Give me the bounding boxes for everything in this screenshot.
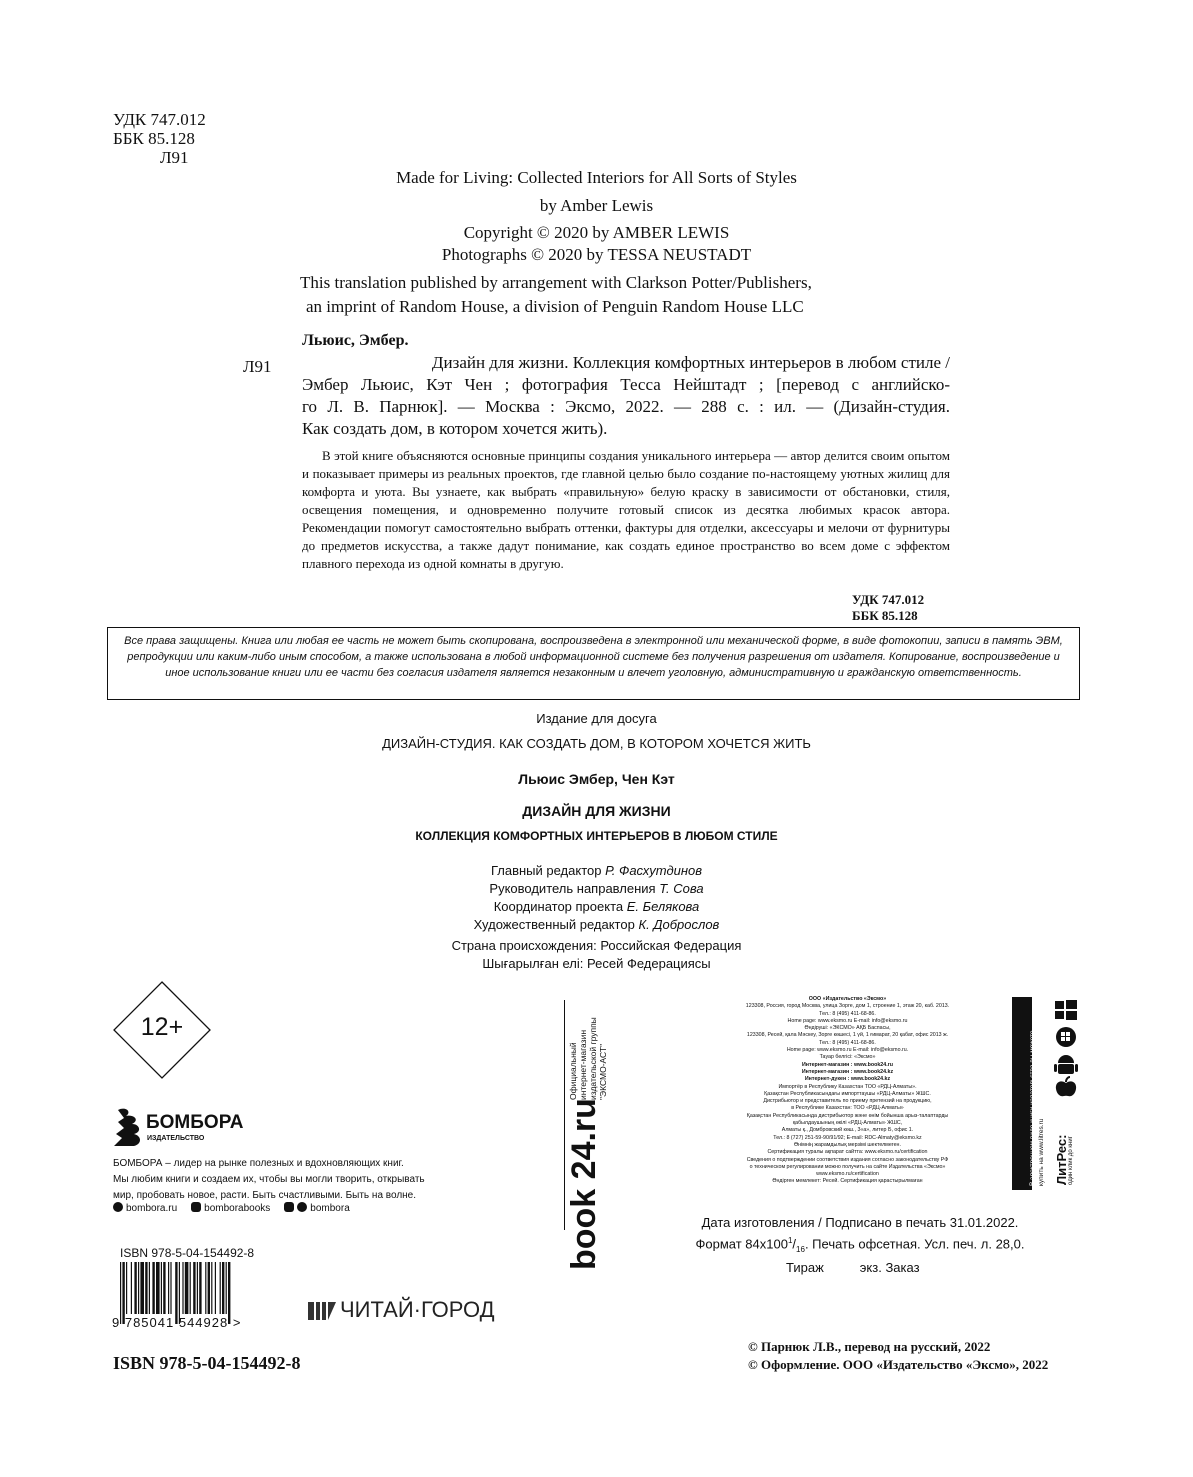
isbn-large: ISBN 978-5-04-154492-8 — [113, 1353, 301, 1373]
staff-row — [0, 916, 1193, 934]
original-author: by Amber Lewis — [539, 196, 654, 215]
barcode-digits: 9 785041 544928 > — [112, 1315, 242, 1330]
print-date: Дата изготовления / Подписано в печать 31.01.2022. — [701, 1215, 1019, 1230]
publisher-info-line: Тел.: 8 (495) 411-68-86. — [819, 1039, 876, 1046]
print-info — [640, 1214, 1080, 1277]
staff-role: Руководитель направления — [489, 881, 656, 896]
annotation-text: В этой книге объясняются основные принципы создания уникального интерьера — автор делится своим опытом и показывает примеры из реальных проектов, где главной целью было создание по-настоящему уютных жилищ для комфорта и уюта. Вы узнаете, как выбрать «правильную» белую краску в зависимости от обстановки, стиля, освещения помещения, и одновременно получите готовый список из десятка любимых красок автора. Рекомендации помогут самостоятельно выбрать оттенки, фактуры для отделки, аксессуары и мелочи от фурнитуры до предметов искусства, а также дадут понимание, как создать единое пространство во всем доме с эффектом плавного перехода из одной комнаты в другую. — [302, 448, 950, 571]
link-label: bombora — [310, 1203, 350, 1214]
staff-row — [0, 862, 1193, 880]
imprint-subtitle: КОЛЛЕКЦИЯ КОМФОРТНЫХ ИНТЕРЬЕРОВ В ЛЮБОМ СТИЛЕ — [415, 829, 778, 843]
staff-list — [0, 862, 1193, 934]
translation-line-2: an imprint of Random House, a division of Penguin Random House LLC — [306, 297, 804, 316]
bombora-name: БОМБОРА — [146, 1112, 244, 1133]
udk-code: УДК 747.012 — [852, 592, 925, 607]
catalog-entry — [302, 352, 950, 440]
litres-tagline: один клик до книг — [1068, 1136, 1074, 1185]
publisher-info-line: Сертификация туралы ақпарат сайтта: www.eksmo.ru/certification — [767, 1149, 928, 1156]
publisher-info-line: Home page: www.eksmo.ru E-mail: info@eksmo.ru. — [786, 1047, 909, 1054]
publisher-info-line: қабылдаушының өкілі «РДЦ-Алматы» ЖШС, — [792, 1120, 903, 1127]
copyright-ru — [748, 1338, 1048, 1374]
series-title: ДИЗАЙН-СТУДИЯ. КАК СОЗДАТЬ ДОМ, В КОТОРОМ ХОЧЕТСЯ ЖИТЬ — [382, 736, 811, 751]
country-kz: Шығарылған елі: Ресей Федерациясы — [482, 956, 711, 971]
udk-block-bottom — [852, 592, 924, 624]
order-label: экз. Заказ — [859, 1259, 920, 1275]
website-link[interactable] — [113, 1202, 177, 1214]
chitai-gorod-icon — [308, 1300, 336, 1320]
publisher-info-line: Дистрибьютор и представитель по приему претензий на продукцию, — [763, 1098, 932, 1105]
staff-name: Т. Сова — [659, 881, 704, 896]
windows-phone-icon — [1056, 1027, 1076, 1047]
print-run — [786, 1259, 1080, 1277]
staff-role: Художественный редактор — [473, 917, 635, 932]
catalog-line: Дизайн для жизни. Коллекция комфортных интерьеров в любом стиле / — [431, 353, 950, 372]
edition-type: Издание для досуга — [536, 711, 657, 726]
bombora-description — [113, 1156, 425, 1204]
copyright-translation: © Парнюк Л.В., перевод на русский, 2022 — [748, 1339, 991, 1354]
author-mark: Л91 — [160, 148, 189, 167]
telegram-icon — [297, 1202, 307, 1212]
print-format: Формат $84x100^1/_{16}$. Печать офсетная. Усл. печ. л. 28,0. — [695, 1236, 1025, 1254]
publisher-info-line: Интернет-магазин : www.book24.kz — [801, 1068, 894, 1075]
print-run-label: Тираж — [786, 1259, 824, 1275]
litres-url-text: купить на www.litres.ru — [1038, 1118, 1045, 1186]
catalog-line: Как создать дом, в котором хочется жить). — [302, 419, 608, 438]
publisher-info-line: Өндірген мемлекет: Ресей. Сертификация қарастырылмаған — [772, 1178, 923, 1185]
chitai-gorod-logo — [308, 1297, 495, 1323]
age-rating-badge — [112, 980, 212, 1080]
social-link[interactable] — [284, 1202, 349, 1214]
publisher-info-line: Алматы қ., Домбровский көш., 3«а», литер Б, офис 1. — [781, 1127, 914, 1134]
bombora-line: Мы любим книги и создаем их, чтобы вы могли творить, открывать — [113, 1174, 425, 1185]
staff-row — [0, 898, 1193, 916]
staff-name: Е. Белякова — [626, 899, 700, 914]
translation-line-1: This translation published by arrangement with Clarkson Potter/Publishers, — [300, 273, 812, 292]
staff-name: К. Доброслов — [638, 917, 720, 932]
imprint-title: ДИЗАЙН ДЛЯ ЖИЗНИ — [522, 803, 671, 819]
copyright-design: © Оформление. ООО «Издательство «Эксмо», 2022 — [748, 1357, 1049, 1372]
publisher-info-line: Өнімнің жарамдылық мерзімі шектелмеген. — [794, 1141, 901, 1148]
book24-logo: book 24.ru — [565, 1098, 603, 1270]
bombora-logo — [112, 1106, 252, 1148]
copyright-line-2: Photographs © 2020 by TESSA NEUSTADT — [441, 245, 752, 264]
format-numerator: 1 — [787, 1236, 793, 1245]
publisher-info-line: Қазақстан Республикасындағы импорттаушы «РДЦ-Алматы» ЖШС. — [764, 1090, 931, 1097]
bbk-code: ББК 85.128 — [113, 129, 195, 148]
staff-role: Координатор проекта — [493, 899, 624, 914]
publisher-info-line: Тауар белгісі: «Эксмо» — [819, 1054, 876, 1061]
book24-note-line: издательской группы — [588, 1017, 598, 1100]
android-icon — [1054, 1055, 1078, 1074]
bombora-line: мир, пробовать новое, расти. Быть счастливыми. Быть на волне. — [113, 1190, 417, 1201]
publisher-info-line: в Республике Казахстан: ТОО «РДЦ-Алматы» — [791, 1105, 904, 1112]
age-rating-label: 12+ — [140, 1013, 184, 1041]
book24-note-line: Официальный — [568, 1042, 578, 1100]
litres-logo: ЛитРес: — [1054, 1134, 1069, 1185]
publisher-info-line: о техническом регулировании можно получить на сайте Издательства «Эксмо» — [749, 1163, 946, 1170]
publisher-info-line: Тел.: 8 (495) 411-68-86. — [819, 1010, 876, 1017]
publisher-info-line: www.eksmo.ru/certification — [816, 1171, 879, 1178]
annotation — [302, 447, 950, 573]
apple-icon — [1056, 1077, 1076, 1096]
vk-link[interactable] — [191, 1202, 270, 1214]
bbk-code: ББК 85.128 — [852, 608, 918, 623]
format-denominator: 16 — [796, 1244, 805, 1254]
publisher-info-line: Тел.: 8 (727) 251-59-90/91/92; E-mail: RDC-Almaty@eksmo.kz — [773, 1134, 922, 1141]
os-icons — [1052, 997, 1080, 1097]
udk-code: УДК 747.012 — [113, 110, 206, 129]
isbn-small: ISBN 978-5-04-154492-8 — [120, 1246, 255, 1260]
bombora-wave-icon — [112, 1106, 148, 1148]
publisher-info-line: Қазақстан Республикасында дистрибьютор және өнім бойынша арыз-талаптарды — [746, 1112, 949, 1119]
publisher-info-line: Интернет-дүкен : www.book24.kz — [804, 1076, 891, 1083]
windows-icon — [1055, 1000, 1077, 1020]
imprint-authors: Льюис Эмбер, Чен Кэт — [518, 771, 675, 787]
catalog-line: Эмбер Льюис, Кэт Чен ; фотография Тесса Нейштадт ; [перевод с английско- — [302, 375, 950, 394]
youtube-icon — [284, 1202, 294, 1212]
link-label: bombora.ru — [126, 1203, 178, 1214]
publisher-info-line: 123308, Ресей, қала Мәскеу, Зорге көшесі, 1 үй, 1 ғимарат, 20 қабат, офис 2013 ж. — [746, 1032, 949, 1039]
book24-note-line: интернет-магазин — [578, 1029, 588, 1100]
catalog-line: го Л. В. Парнюк]. — Москва : Эксмо, 2022. — 288 с. : ил. — (Дизайн-студия. — [302, 397, 950, 416]
format-prefix: Формат 84x100 — [695, 1236, 788, 1252]
format-suffix: . Печать офсетная. Усл. печ. л. 28,0. — [804, 1236, 1025, 1252]
staff-role: Главный редактор — [490, 863, 602, 878]
publisher-info — [705, 996, 990, 1186]
publisher-info-line: Home page: www.eksmo.ru E-mail: info@eksmo.ru — [787, 1017, 908, 1024]
publisher-info-line: Өндіруші: «ЭКСМО» АҚБ Баспасы, — [804, 1025, 891, 1032]
globe-icon — [113, 1202, 123, 1212]
link-label: bomborabooks — [204, 1203, 271, 1214]
staff-name: Р. Фасхутдинов — [605, 863, 703, 878]
publisher-info-line: Сведения о подтверждении соответствия издания согласно законодательству РФ — [746, 1156, 949, 1163]
rights-notice: Все права защищены. Книга или любая ее часть не может быть скопирована, воспроизведена в электронной или механической форме, в виде фотокопии, записи в память ЭВМ, репродукции или каким-либо иным способом, а также использована в любой информационной системе без получения разрешения от издателя. Копирование, воспроизведение и иное использование книги или ее части без согласия издателя является незаконным и влечет уголовную, административную и гражданскую ответственность. — [107, 627, 1080, 700]
original-title: Made for Living: Collected Interiors for All Sorts of Styles — [396, 168, 797, 187]
publisher-info-line: ООО «Издательство «Эксмо» — [808, 996, 887, 1002]
publisher-info-line: Интернет-магазин : www.book24.ru — [802, 1061, 893, 1068]
publisher-info-line: 123308, Россия, город Москва, улица Зорге, дом 1, строение 1, этаж 20, каб. 2013. — [745, 1003, 950, 1010]
chitai-gorod-name: ЧИТАЙ·ГОРОД — [340, 1297, 495, 1322]
publisher-info-line: Импортёр в Республику Казахстан ТОО «РДЦ-Алматы». — [778, 1083, 917, 1090]
catalog-author: Льюис, Эмбер. — [302, 332, 409, 349]
country-ru: Страна происхождения: Российская Федерация — [451, 938, 742, 953]
catalog-code: Л91 — [243, 357, 272, 376]
litres-banner-text: В электронном виде книги издательства вы можете — [1029, 1030, 1036, 1186]
vk-icon — [191, 1202, 201, 1212]
book24-note-line: "ЭКСМО-АСТ" — [598, 1043, 608, 1100]
udk-block-top — [113, 110, 206, 167]
bombora-links — [113, 1202, 350, 1214]
bombora-sub: ИЗДАТЕЛЬСТВО — [147, 1135, 205, 1142]
copyright-line-1: Copyright © 2020 by AMBER LEWIS — [463, 223, 730, 242]
book24-note — [568, 1017, 608, 1100]
staff-row — [0, 880, 1193, 898]
bombora-line: БОМБОРА – лидер на рынке полезных и вдохновляющих книг. — [113, 1158, 404, 1169]
